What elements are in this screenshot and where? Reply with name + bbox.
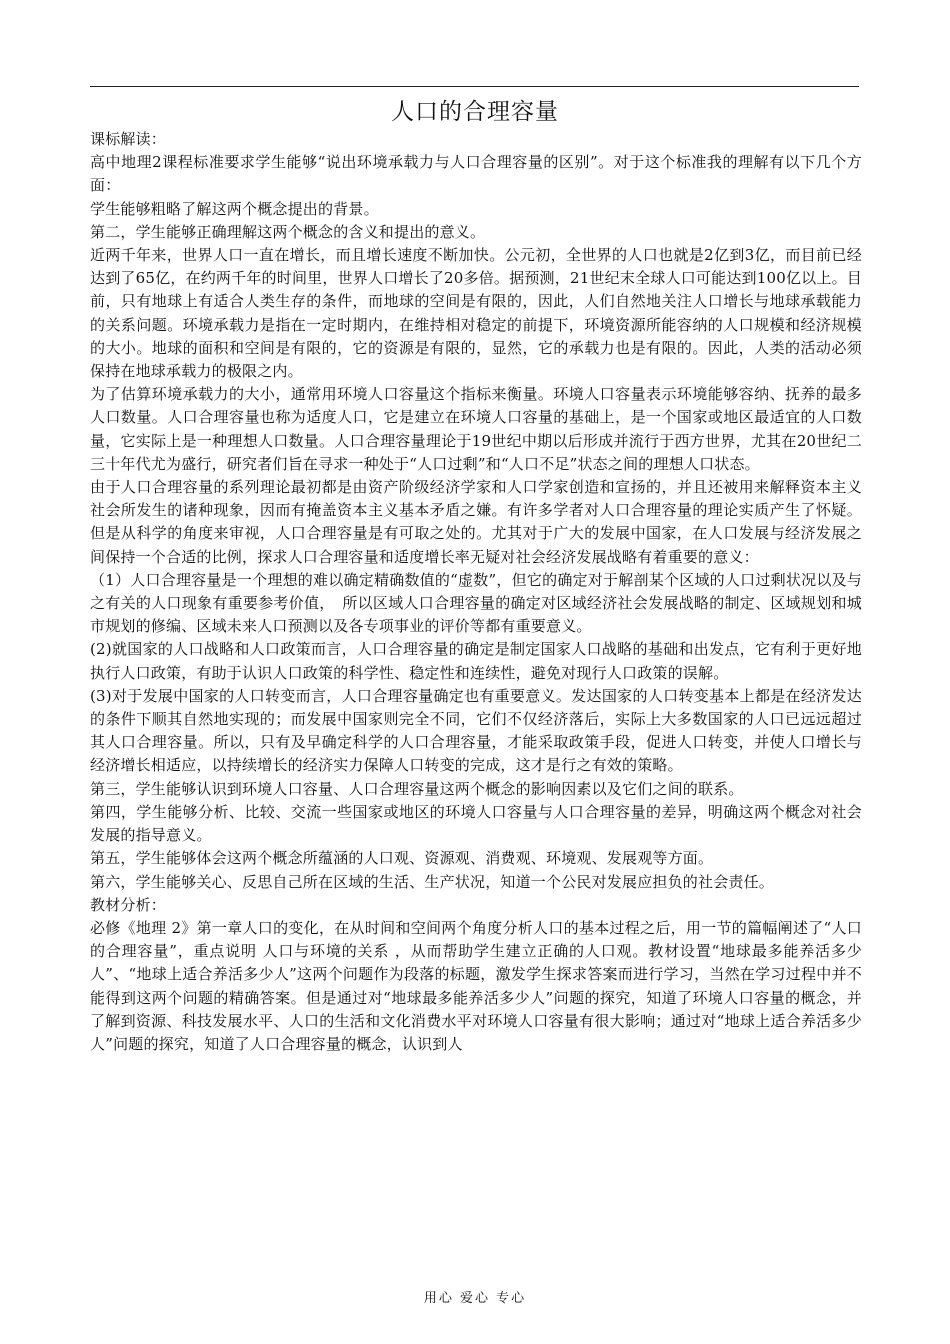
document-body [90,128,862,1056]
paragraph: 第五，学生能够体会这两个概念所蕴涵的人口观、资源观、消费观、环境观、发展观等方面。 [90,849,714,868]
section-heading-curriculum: 课标解读： [90,130,167,148]
paragraph: 第二，学生能够正确理解这两个概念的含义和提出的意义。 [90,222,486,241]
page-footer: 用心 爱心 专心 [423,1291,527,1306]
paragraph: 第三，学生能够认识到环境人口容量、人口合理容量这两个概念的影响因素以及它们之间的联系。 [90,779,744,798]
paragraph: 近两千年来，世界人口一直在增长，而且增长速度不断加快。公元初，全世界的人口也就是2亿到3亿，而目前已经达到了65亿，在约两千年的时间里，世界人口增长了20多倍。据预测，21世纪末全球人口可能达到100亿以上。目前，只有地球上有适合人类生存的条件，而地球的空间是有限的，因此，人们自然地关注人口增长与地球承载能力的关系问题。环境承载力是指在一定时期内，在维持相对稳定的前提下，环境资源所能容纳的人口规模和经济规模的大小。地球的面积和空间是有限的，它的资源是有限的，显然，它的承载力也是有限的。因此，人类的活动必须保持在地球承载力的极限之内。 [90,246,862,381]
paragraph: 为了估算环境承载力的大小，通常用环境人口容量这个指标来衡量。环境人口容量表示环境能够容纳、抚养的最多人口数量。人口合理容量也称为适度人口，它是建立在环境人口容量的基础上，是一个国家或地区最适宜的人口数量，它实际上是一种理想人口数量。人口合理容量理论于19世纪中期以后形成并流行于西方世界，尤其在20世纪二三十年代尤为盛行，研究者们旨在寻求一种处于“人口过剩”和“人口不足”状态之间的理想人口状态。 [90,385,862,473]
paragraph: 高中地理2课程标准要求学生能够“说出环境承载力与人口合理容量的区别”。对于这个标准我的理解有以下几个方面： [90,153,862,195]
list-item: (2)就国家的人口战略和人口政策而言，人口合理容量的确定是制定国家人口战略的基础和出发点，它有利于更好地执行人口政策，有助于认识人口政策的科学性、稳定性和连续性，避免对现行人口政策的误解。 [90,640,862,682]
section-heading-textbook: 教材分析： [90,895,167,914]
header-rule [90,86,859,87]
list-item: (3)对于发展中国家的人口转变而言，人口合理容量确定也有重要意义。发达国家的人口转变基本上都是在经济发达的条件下顺其自然地实现的；而发展中国家则完全不同，它们不仅经济落后，实际上大多数国家的人口已远远超过其人口合理容量。所以，只有及早确定科学的人口合理容量，才能采取政策手段，促进人口转变，并使人口增长与经济增长相适应，以持续增长的经济实力保障人口转变的完成，这才是行之有效的策略。 [90,686,862,775]
paragraph: 第四，学生能够分析、比较、交流一些国家或地区的环境人口容量与人口合理容量的差异，明确这两个概念对社会发展的指导意义。 [90,802,862,845]
paragraph: 必修《地理 2》第一章人口的变化，在从时间和空间两个角度分析人口的基本过程之后，用一节的篇幅阐述了“人口的合理容量”，重点说明 人口与环境的关系 ，从而帮助学生建立正确的人口观。教材设置“地球最多能养活多少人”、“地球上适合养活多少人”这两个问题作为段落的标题，激发学生探求答案而进行学习，当然在学习过程中并不能得到这两个问题的精确答案。但是通过对“地球最多能养活多少人”问题的探究，知道了环境人口容量的概念，并了解到资源、科技发展水平、人口的生活和文化消费水平对环境人口容量有很大影响；通过对“地球上适合养活多少人”问题的探究，知道了人口合理容量的概念，认识到人 [90,918,862,1053]
paragraph: 学生能够粗略了解这两个概念提出的背景。 [90,199,379,218]
paragraph: 由于人口合理容量的系列理论最初都是由资产阶级经济学家和人口学家创造和宣扬的，并且还被用来解释资本主义社会所发生的诸种现象，因而有掩盖资本主义基本矛盾之嫌。有许多学者对人口合理容量的理论实质产生了怀疑。但是从科学的角度来审视，人口合理容量是有可取之处的。尤其对于广大的发展中国家，在人口发展与经济发展之间保持一个合适的比例，探求人口合理容量和适度增长率无疑对社会经济发展战略有着重要的意义： [90,478,862,566]
list-item: （1）人口合理容量是一个理想的难以确定精确数值的“虚数”，但它的确定对于解剖某个区域的人口过剩状况以及与之有关的人口现象有重要参考价值， 所以区域人口合理容量的确定对区域经济社会发展战略的制定、区域规划和城市规划的修编、区域未来人口预测以及各专项事业的评价等都有重要意义。 [90,570,862,636]
paragraph: 第六，学生能够关心、反思自己所在区域的生活、生产状况，知道一个公民对发展应担负的社会责任。 [90,872,775,891]
page-title: 人口的合理容量 [391,99,559,125]
